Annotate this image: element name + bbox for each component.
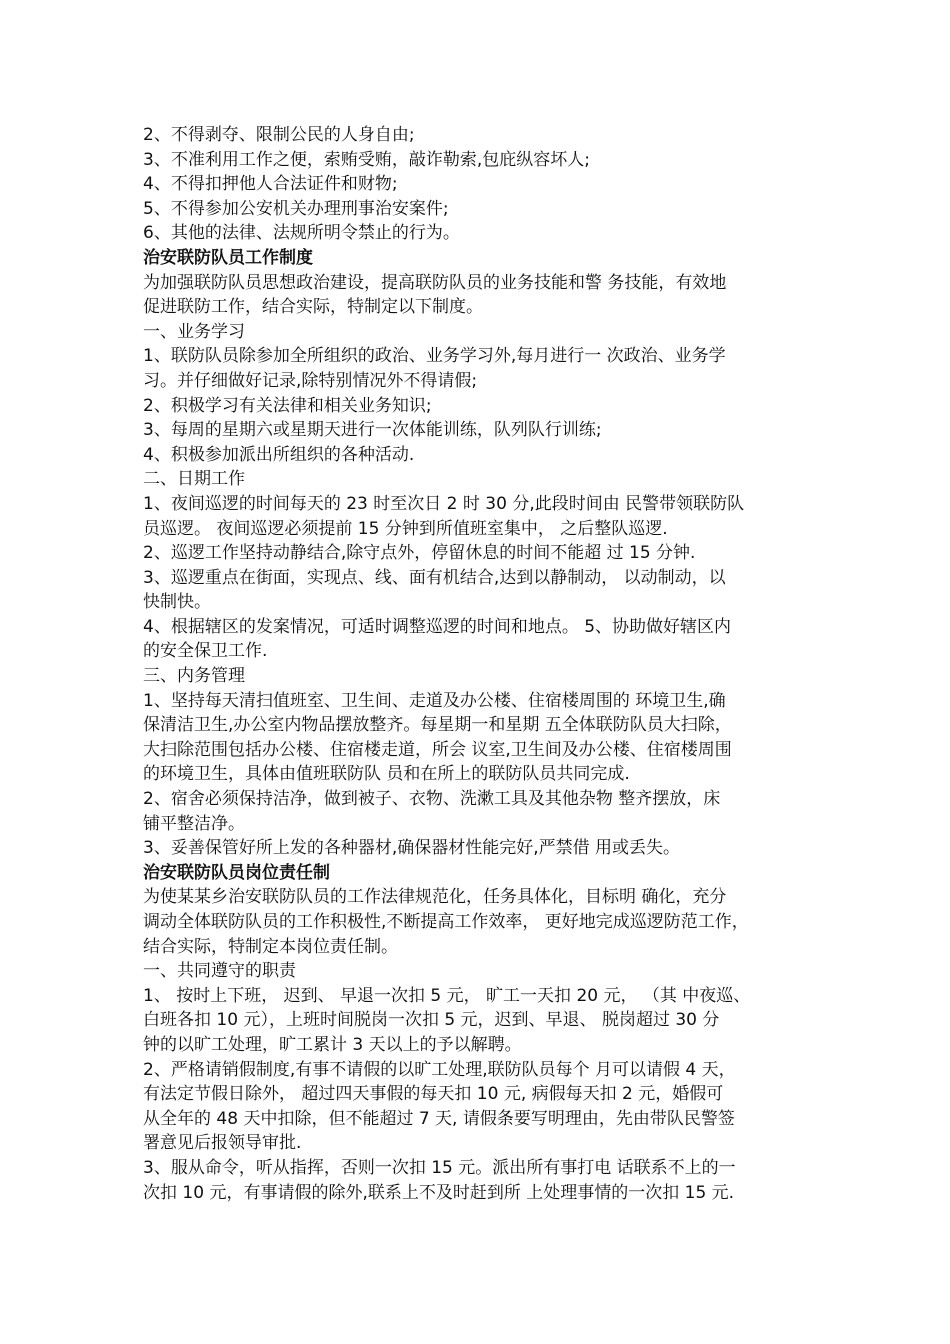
text-line: 一、共同遵守的职责 (143, 961, 296, 982)
text-line: 三、内务管理 (143, 666, 245, 687)
text-line: 4、积极参加派出所组织的各种活动. (143, 444, 415, 465)
text-line: 大扫除范围包括办公楼、住宿楼走道，所会 议室,卫生间及办公楼、住宿楼周围 (143, 739, 732, 760)
text-line: 1、夜间巡逻的时间每天的 23 时至次日 2 时 30 分,此段时间由 民警带领联防队 (143, 493, 745, 514)
section-heading: 治安联防队员工作制度 (143, 247, 313, 268)
text-line: 一、业务学习 (143, 321, 245, 342)
text-line: 次扣 10 元，有事请假的除外,联系上不及时赶到所 上处理事情的一次扣 15 元. (143, 1182, 735, 1203)
text-line: 为使某某乡治安联防队员的工作法律规范化，任务具体化，目标明 确化，充分 (143, 887, 727, 908)
text-line: 有法定节假日除外， 超过四天事假的每天扣 10 元, 病假每天扣 2 元，婚假可 (143, 1084, 724, 1105)
text-line: 2、宿舍必须保持洁净，做到被子、衣物、洗漱工具及其他杂物 整齐摆放，床 (143, 789, 721, 810)
text-line: 铺平整洁净。 (143, 813, 245, 834)
text-line: 结合实际，特制定本岗位责任制。 (143, 936, 398, 957)
text-line: 3、服从命令，听从指挥，否则一次扣 15 元。派出所有事打电 话联系不上的一 (143, 1157, 736, 1178)
text-line: 促进联防工作，结合实际，特制定以下制度。 (143, 297, 483, 318)
text-line: 的环境卫生，具体由值班联防队 员和在所上的联防队员共同完成. (143, 764, 630, 785)
text-line: 3、巡逻重点在街面，实现点、线、面有机结合,达到以静制动， 以动制动，以 (143, 567, 726, 588)
text-line: 3、每周的星期六或星期天进行一次体能训练，队列队行训练; (143, 420, 602, 441)
section-heading: 治安联防队员岗位责任制 (143, 862, 330, 883)
text-line: 2、巡逻工作坚持动静结合,除守点外，停留休息的时间不能超 过 15 分钟. (143, 543, 696, 564)
text-line: 5、不得参加公安机关办理刑事治安案件; (143, 198, 449, 219)
text-line: 4、不得扣押他人合法证件和财物; (143, 174, 398, 195)
text-line: 钟的以旷工处理，旷工累计 3 天以上的予以解聘。 (143, 1034, 522, 1055)
text-line: 快制快。 (143, 592, 211, 613)
text-line: 2、严格请销假制度,有事不请假的以旷工处理,联防队员每个 月可以请假 4 天， (143, 1059, 736, 1080)
text-line: 为加强联防队员思想政治建设，提高联防队员的业务技能和警 务技能，有效地 (143, 272, 727, 293)
text-line: 1、坚持每天清扫值班室、卫生间、走道及办公楼、住宿楼周围的 环境卫生,确 (143, 690, 726, 711)
text-line: 3、妥善保管好所上发的各种器材,确保器材性能完好,严禁借 用或丢失。 (143, 838, 681, 859)
text-line: 从全年的 48 天中扣除，但不能超过 7 天, 请假条要写明理由，先由带队民警签 (143, 1108, 735, 1129)
text-line: 6、其他的法律、法规所明令禁止的行为。 (143, 223, 460, 244)
text-line: 2、不得剥夺、限制公民的人身自由; (143, 125, 415, 145)
text-line: 4、根据辖区的发案情况，可适时调整巡逻的时间和地点。 5、协助做好辖区内 (143, 616, 732, 637)
text-line: 3、不准利用工作之便，索贿受贿，敲诈勒索,包庇纵容坏人; (143, 149, 590, 170)
text-line: 二、日期工作 (143, 469, 245, 490)
document-page (143, 123, 823, 1205)
text-line: 员巡逻。 夜间巡逻必须提前 15 分钟到所值班室集中， 之后整队巡逻. (143, 518, 668, 539)
text-line: 调动全体联防队员的工作积极性,不断提高工作效率， 更好地完成巡逻防范工作， (143, 912, 749, 932)
text-line: 习。并仔细做好记录,除特别情况外不得请假; (143, 370, 478, 391)
text-line: 保清洁卫生,办公室内物品摆放整齐。每星期一和星期 五全体联防队员大扫除， (143, 715, 732, 736)
text-line: 白班各扣 10 元），上班时间脱岗一次扣 5 元，迟到、早退、 脱岗超过 30 分 (143, 1010, 720, 1031)
text-line: 1、 按时上下班， 迟到、 早退一次扣 5 元， 旷工一天扣 20 元， （其 中夜巡、 (143, 985, 751, 1006)
text-line: 2、积极学习有关法律和相关业务知识; (143, 395, 432, 416)
text-line: 的安全保卫工作. (143, 641, 268, 662)
text-line: 1、联防队员除参加全所组织的政治、业务学习外,每月进行一 次政治、业务学 (143, 346, 726, 367)
text-line: 署意见后报领导审批. (143, 1133, 302, 1154)
